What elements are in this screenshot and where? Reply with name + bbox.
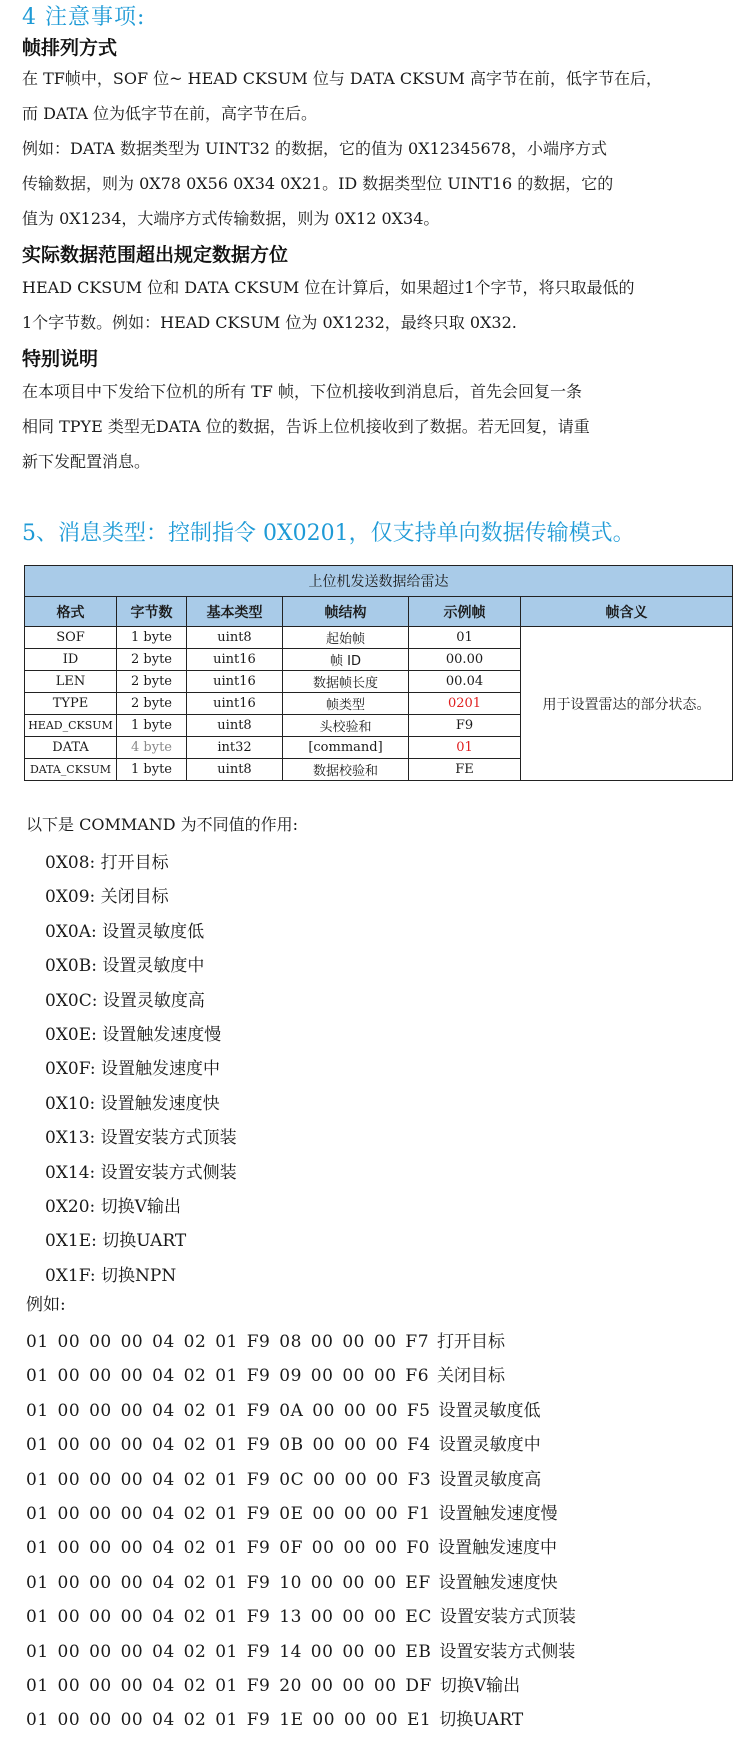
list-item <box>26 1600 576 1634</box>
cell-example: 00.04 <box>409 671 521 693</box>
command-list <box>45 846 237 1293</box>
example-desc: 设置安装方式顶装 <box>439 1607 576 1628</box>
list-item <box>26 1566 576 1600</box>
example-hex: 01 00 00 00 04 02 01 F9 20 00 00 00 DF <box>26 1675 432 1696</box>
list-item <box>26 1669 576 1703</box>
list-item: 0X13: 设置安装方式顶装 <box>45 1128 237 1149</box>
cell-format: TYPE <box>25 693 117 715</box>
example-desc: 设置灵敏度低 <box>438 1400 541 1421</box>
column-header: 基本类型 <box>187 597 283 627</box>
list-item: 0X1E: 切换UART <box>45 1231 187 1252</box>
cell-format: ID <box>25 649 117 671</box>
list-item <box>26 1463 576 1497</box>
list-item <box>26 1359 576 1393</box>
cell-bytes: 4 byte <box>117 737 187 759</box>
cell-format: HEAD_CKSUM <box>25 715 117 737</box>
example-hex: 01 00 00 00 04 02 01 F9 10 00 00 00 EF <box>26 1572 431 1593</box>
cell-example: FE <box>409 759 521 781</box>
cell-bytes: 2 byte <box>117 693 187 715</box>
example-hex: 01 00 00 00 04 02 01 F9 08 00 00 00 F7 <box>26 1332 430 1352</box>
list-item <box>26 1635 576 1669</box>
frame-structure-table <box>24 565 733 781</box>
example-desc: 设置触发速度快 <box>438 1572 558 1593</box>
list-item <box>26 1703 576 1737</box>
example-hex: 01 00 00 00 04 02 01 F9 13 00 00 00 EC <box>26 1607 432 1628</box>
command-intro: 以下是 COMMAND 为不同值的作用: <box>26 815 299 834</box>
list-item <box>26 1325 576 1359</box>
example-desc: 关闭目标 <box>437 1366 506 1387</box>
cell-format: LEN <box>25 671 117 693</box>
cell-structure: 帧 ID <box>283 649 409 671</box>
cell-type: uint8 <box>187 715 283 737</box>
cell-type: int32 <box>187 737 283 759</box>
list-item <box>26 1531 576 1565</box>
list-item: 0X14: 设置安装方式侧装 <box>45 1162 237 1183</box>
cell-example: 00.00 <box>409 649 521 671</box>
list-item: 0X0A: 设置灵敏度低 <box>45 921 205 942</box>
list-item: 0X08: 打开目标 <box>45 853 169 873</box>
column-header: 字节数 <box>117 597 187 627</box>
table-row <box>25 627 733 649</box>
cell-bytes: 2 byte <box>117 649 187 671</box>
list-item: 0X0E: 设置触发速度慢 <box>45 1024 222 1045</box>
cell-bytes: 1 byte <box>117 715 187 737</box>
example-desc: 切换V输出 <box>439 1675 521 1696</box>
example-list <box>26 1325 576 1738</box>
list-item <box>26 1428 576 1462</box>
cell-bytes: 2 byte <box>117 671 187 693</box>
column-header: 帧结构 <box>283 597 409 627</box>
list-item: 0X0B: 设置灵敏度中 <box>45 956 205 977</box>
cell-structure: [command] <box>283 737 409 759</box>
cell-type: uint16 <box>187 671 283 693</box>
example-desc: 设置灵敏度高 <box>439 1469 542 1490</box>
cell-structure: 数据帧长度 <box>283 671 409 693</box>
cell-structure: 帧类型 <box>283 693 409 715</box>
data-range-heading: 实际数据范围超出规定数据方位 <box>22 244 289 266</box>
table-caption-row <box>25 566 733 597</box>
cell-bytes: 1 byte <box>117 759 187 781</box>
paragraph-line: 1个字节数。例如：HEAD CKSUM 位为 0X1232，最终只取 0X32. <box>22 313 517 332</box>
example-desc: 设置安装方式侧装 <box>439 1641 576 1662</box>
list-item: 0X0C: 设置灵敏度高 <box>45 990 205 1011</box>
paragraph-line: HEAD CKSUM 位和 DATA CKSUM 位在计算后，如果超过1个字节，将只取最低的 <box>22 278 635 297</box>
cell-type: uint8 <box>187 627 283 649</box>
paragraph-line: 在本项目中下发给下位机的所有 TF 帧，下位机接收到消息后，首先会回复一条 <box>22 382 582 401</box>
cell-meaning: 用于设置雷达的部分状态。 <box>521 627 733 781</box>
paragraph-line: 传输数据，则为 0X78 0X56 0X34 0X21。ID 数据类型位 UINT16 的数据，它的 <box>22 174 614 193</box>
cell-structure: 数据校验和 <box>283 759 409 781</box>
column-header: 帧含义 <box>521 597 733 627</box>
section-4-title: 4 注意事项: <box>22 5 146 30</box>
cell-structure: 起始帧 <box>283 627 409 649</box>
paragraph-line: 值为 0X1234，大端序方式传输数据，则为 0X12 0X34。 <box>22 209 440 228</box>
example-hex: 01 00 00 00 04 02 01 F9 0B 00 00 00 F4 <box>26 1435 431 1456</box>
column-header: 格式 <box>25 597 117 627</box>
list-item: 0X09: 关闭目标 <box>45 887 169 908</box>
example-hex: 01 00 00 00 04 02 01 F9 1E 00 00 00 E1 <box>26 1710 432 1731</box>
frame-order-heading: 帧排列方式 <box>22 37 118 59</box>
paragraph-line: 例如：DATA 数据类型为 UINT32 的数据，它的值为 0X12345678，小端序方式 <box>22 139 608 158</box>
example-hex: 01 00 00 00 04 02 01 F9 09 00 00 00 F6 <box>26 1366 430 1387</box>
example-hex: 01 00 00 00 04 02 01 F9 0E 00 00 00 F1 <box>26 1503 431 1524</box>
section-5-title: 5、消息类型：控制指令 0X0201，仅支持单向数据传输模式。 <box>22 521 635 546</box>
list-item: 0X0F: 设置触发速度中 <box>45 1059 221 1080</box>
cell-example: 01 <box>409 627 521 649</box>
list-item: 0X20: 切换V输出 <box>45 1196 181 1217</box>
example-desc: 切换UART <box>439 1710 524 1731</box>
cell-structure: 头校验和 <box>283 715 409 737</box>
cell-format: SOF <box>25 627 117 649</box>
paragraph-line: 在 TF帧中，SOF 位~ HEAD CKSUM 位与 DATA CKSUM 高字节在前，低字节在后， <box>22 69 662 88</box>
paragraph-line: 而 DATA 位为低字节在前，高字节在后。 <box>22 104 318 123</box>
example-label: 例如: <box>26 1295 66 1315</box>
list-item <box>26 1497 576 1531</box>
special-note-heading: 特别说明 <box>22 348 99 370</box>
cell-type: uint16 <box>187 649 283 671</box>
table-header-row <box>25 597 733 627</box>
example-desc: 打开目标 <box>437 1332 506 1352</box>
list-item <box>26 1394 576 1428</box>
cell-example: 0201 <box>409 693 521 715</box>
cell-example: 01 <box>409 737 521 759</box>
cell-bytes: 1 byte <box>117 627 187 649</box>
example-hex: 01 00 00 00 04 02 01 F9 0C 00 00 00 F3 <box>26 1469 432 1490</box>
cell-type: uint16 <box>187 693 283 715</box>
example-hex: 01 00 00 00 04 02 01 F9 0A 00 00 00 F5 <box>26 1400 431 1421</box>
paragraph-line: 相同 TPYE 类型无DATA 位的数据，告诉上位机接收到了数据。若无回复，请重 <box>22 417 590 436</box>
example-desc: 设置触发速度中 <box>438 1538 557 1559</box>
example-desc: 设置灵敏度中 <box>438 1435 541 1456</box>
cell-format: DATA <box>25 737 117 759</box>
example-hex: 01 00 00 00 04 02 01 F9 0F 00 00 00 F0 <box>26 1538 430 1559</box>
column-header: 示例帧 <box>409 597 521 627</box>
paragraph-line: 新下发配置消息。 <box>22 452 151 471</box>
cell-type: uint8 <box>187 759 283 781</box>
cell-example: F9 <box>409 715 521 737</box>
list-item: 0X1F: 切换NPN <box>45 1265 177 1286</box>
table-caption: 上位机发送数据给雷达 <box>25 566 733 597</box>
example-hex: 01 00 00 00 04 02 01 F9 14 00 00 00 EB <box>26 1641 432 1662</box>
cell-format: DATA_CKSUM <box>25 759 117 781</box>
list-item: 0X10: 设置触发速度快 <box>45 1093 220 1114</box>
example-desc: 设置触发速度慢 <box>438 1503 558 1524</box>
